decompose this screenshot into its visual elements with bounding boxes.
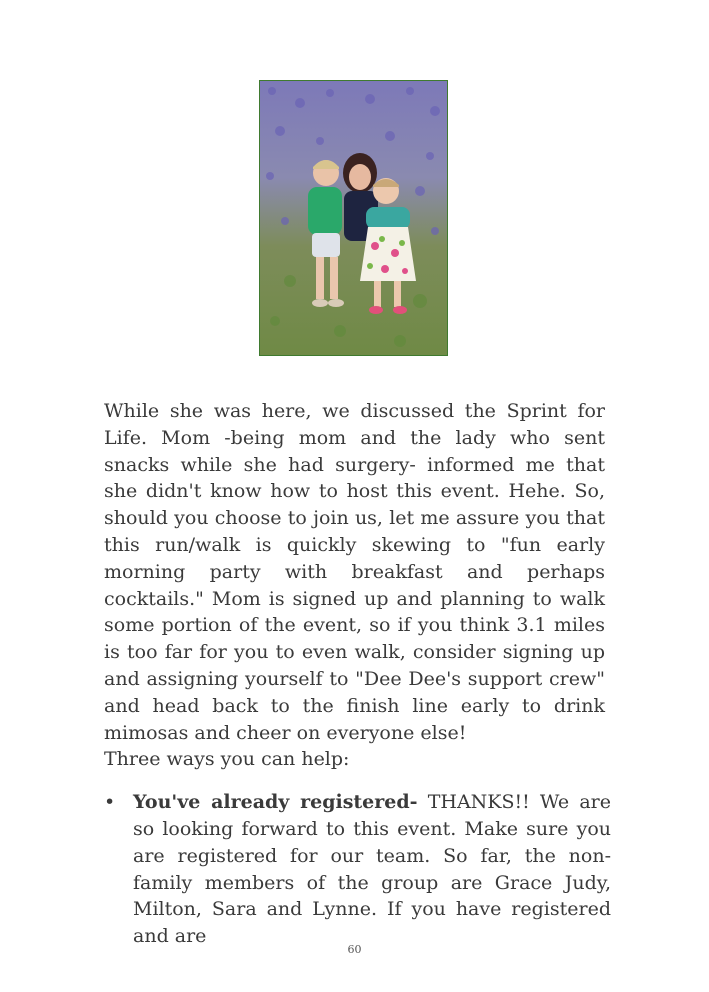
main-paragraph: While she was here, we discussed the Sprint for Life. Mom -being mom and the lady who sent snacks while she had surgery- informed me that she didn't know how to host this event. Hehe. So, should you choose to join us, let me assure you that this run/walk is quickly skewing to "fun early morning party with breakfast and perhaps cocktails." Mom is signed up and planning to walk some portion of the event, so if you think 3.1 miles is too far for you to even walk, consider signing up and assigning yourself to "Dee Dee's support crew" and head back to the finish line early to drink mimosas and cheer on everyone else! <box>104 400 605 744</box>
photo-illustration <box>260 81 448 356</box>
bullet-text: THANKS!! We are so looking forward to this event. Make sure you are registered for our team. So far, the non-family members of the group are Grace Judy, Milton, Sara and Lynne. If you have registered and are <box>133 791 611 948</box>
family-photo <box>259 80 448 356</box>
page-number: 60 <box>347 943 362 956</box>
list-item <box>104 789 611 950</box>
bullet-heading: You've already registered- <box>133 791 418 814</box>
bullet-icon: • <box>104 791 116 814</box>
page-body <box>104 398 611 950</box>
help-list <box>104 789 611 950</box>
help-intro: Three ways you can help: <box>104 748 350 771</box>
